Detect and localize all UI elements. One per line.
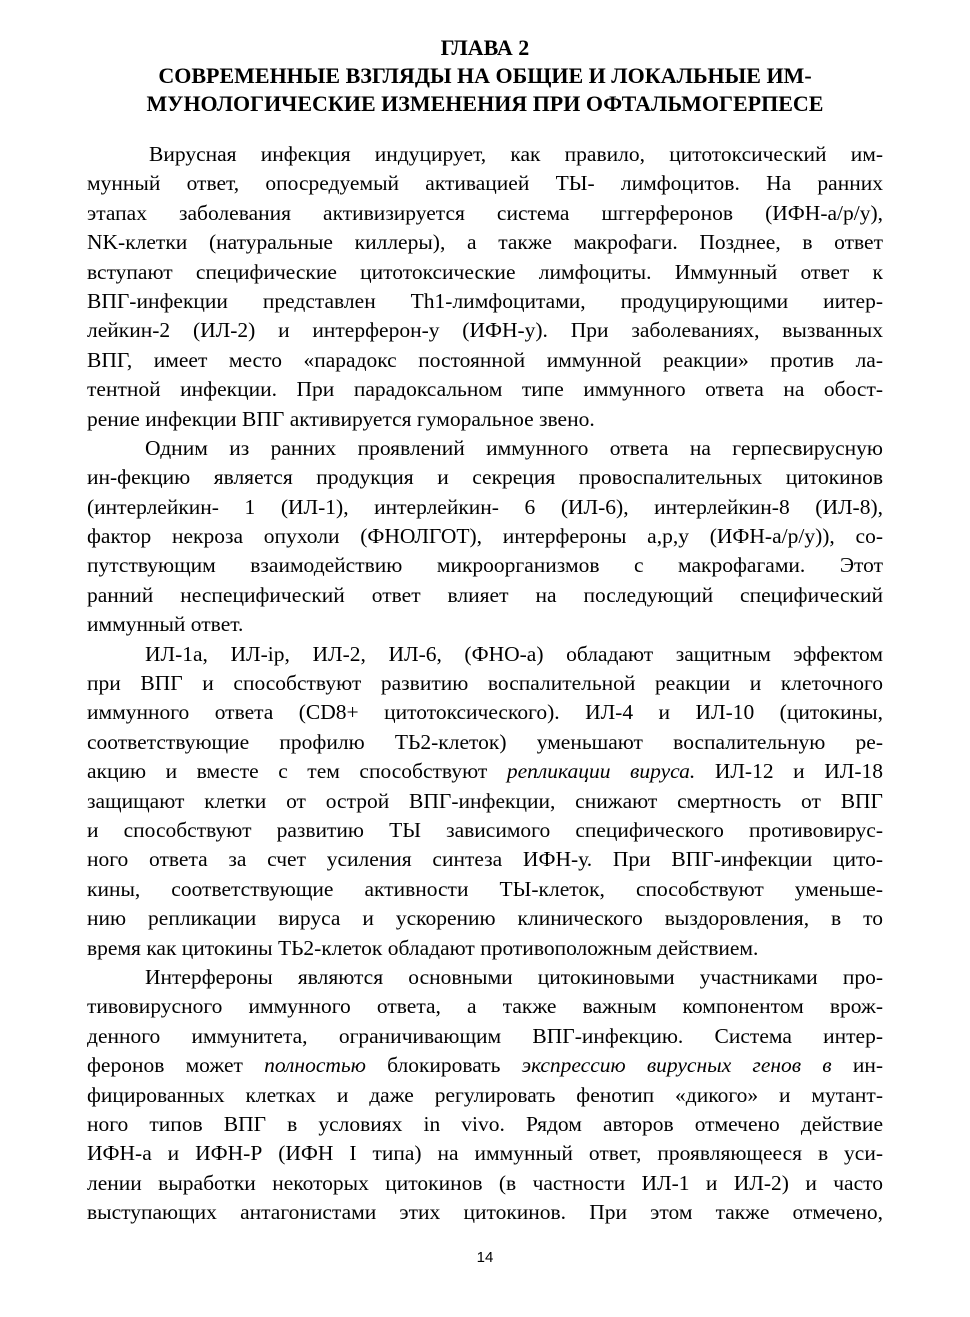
text-line: этапах заболевания активизируется система шггерферонов (ИФН-а/р/у),	[87, 200, 883, 225]
text-run: ин-	[831, 1053, 883, 1078]
text-line: NK-клетки (натуральные киллеры), а также макрофаги. Позднее, в ответ	[87, 230, 883, 255]
text-line: выступающих антагонистами этих цитокинов. При этом также отмечено,	[87, 1200, 883, 1225]
page-number: 14	[476, 1249, 494, 1266]
text-line: ВПГ, имеет место «парадокс постоянной иммунной реакции» против ла-	[87, 347, 883, 372]
document-page	[87, 34, 883, 1227]
chapter-title-line-2: МУНОЛОГИЧЕСКИЕ ИЗМЕНЕНИЯ ПРИ ОФТАЛЬМОГЕРПЕСЕ	[146, 91, 824, 116]
chapter-body	[87, 140, 883, 1227]
text-line: тентной инфекции. При парадоксальном типе иммунного ответа на обост-	[87, 377, 883, 402]
text-line: ин-фекцию является продукция и секреция провоспалительных цитокинов	[87, 465, 883, 490]
text-line: путствующим взаимодействию микроорганизмов с макрофагами. Этот	[87, 553, 883, 578]
text-line: защищают клетки от острой ВПГ-инфекции, снижают смертность от ВПГ	[87, 788, 883, 813]
text-line: Интерфероны являются основными цитокиновыми участниками про-	[145, 964, 883, 989]
italic-text: экспрессию вирусных генов в	[521, 1053, 832, 1078]
text-line: ранний неспецифический ответ влияет на последующий специфический	[87, 582, 883, 607]
text-line: мунный ответ, опосредуемый активацией ТЫ- лимфоцитов. На ранних	[87, 171, 883, 196]
text-line: ВПГ-инфекции представлен Th1-лимфоцитами, продуцирующими иитер-	[87, 288, 883, 313]
italic-text: репликации вируса.	[506, 759, 696, 784]
text-line: (интерлейкин- 1 (ИЛ-1), интерлейкин- 6 (ИЛ-6), интерлейкин-8 (ИЛ-8),	[87, 494, 883, 519]
text-line: рение инфекции ВПГ активируется гуморальное звено.	[87, 406, 595, 431]
text-line: вступают специфические цитотоксические лимфоциты. Иммунный ответ к	[87, 259, 883, 284]
text-line: время как цитокины ТЬ2-клеток обладают противоположным действием.	[87, 935, 759, 960]
text-line: лении выработки некоторых цитокинов (в частности ИЛ-1 и ИЛ-2) и часто	[87, 1170, 883, 1195]
text-run: блокировать	[365, 1053, 522, 1078]
text-line-with-italic	[87, 1051, 883, 1080]
text-line: кины, соответствующие активности ТЫ-клеток, способствуют уменьше-	[87, 876, 883, 901]
text-line: ИЛ-1а, ИЛ-iр, ИЛ-2, ИЛ-6, (ФНО-а) обладают защитным эффектом	[145, 641, 883, 666]
paragraph-3	[87, 640, 883, 963]
text-line: ИФН-а и ИФН-Р (ИФН I типа) на иммунный ответ, проявляющееся в уси-	[87, 1141, 883, 1166]
text-line: и способствуют развитию ТЫ зависимого специфического противовирус-	[87, 817, 883, 842]
chapter-heading	[87, 34, 883, 118]
text-line: ного типов ВПГ в условиях in vivo. Рядом авторов отмечено действие	[87, 1111, 883, 1136]
italic-text: полностью	[264, 1053, 366, 1078]
text-line: соответствующие профилю ТЬ2-клеток) уменьшают воспалительную ре-	[87, 729, 883, 754]
text-line: лейкин-2 (ИЛ-2) и интерферон-у (ИФН-у). При заболеваниях, вызванных	[87, 318, 883, 343]
text-line: ного ответа за счет усиления синтеза ИФН-у. При ВПГ-инфекции цито-	[87, 847, 883, 872]
text-line: Одним из ранних проявлений иммунного ответа на герпесвирусную	[145, 435, 883, 460]
text-line: фицированных клетках и даже регулировать фенотип «дикого» и мутант-	[87, 1082, 883, 1107]
text-run: ИЛ-12 и ИЛ-18	[695, 759, 883, 784]
paragraph-2	[87, 434, 883, 640]
text-run: акцию и вместе с тем способствуют	[87, 759, 507, 784]
text-line: денного иммунитета, ограничивающим ВПГ-инфекцию. Система интер-	[87, 1023, 883, 1048]
text-line-with-italic	[87, 757, 883, 786]
text-line: при ВПГ и способствуют развитию воспалительной реакции и клеточного	[87, 671, 883, 696]
chapter-title-line-1: СОВРЕМЕННЫЕ ВЗГЛЯДЫ НА ОБЩИЕ И ЛОКАЛЬНЫЕ ИМ-	[158, 63, 812, 88]
chapter-number: ГЛАВА 2	[440, 35, 530, 60]
paragraph-4	[87, 963, 883, 1228]
text-line: иммунного ответа (CD8+ цитотоксического). ИЛ-4 и ИЛ-10 (цитокины,	[87, 700, 883, 725]
text-line: фактор некроза опухоли (ФНОЛГОТ), интерфероны а,р,у (ИФН-а/р/у)), со-	[87, 524, 883, 549]
text-line: тивовирусного иммунного ответа, а также важным компонентом врож-	[87, 994, 883, 1019]
paragraph-1	[87, 140, 883, 434]
text-line: иммунный ответ.	[87, 612, 244, 637]
text-line: нию репликации вируса и ускорению клинического выздоровления, в то	[87, 906, 883, 931]
text-line: Вирусная инфекция индуцирует, как правило, цитотоксический им-	[149, 142, 883, 166]
text-run: феронов может	[87, 1053, 265, 1078]
